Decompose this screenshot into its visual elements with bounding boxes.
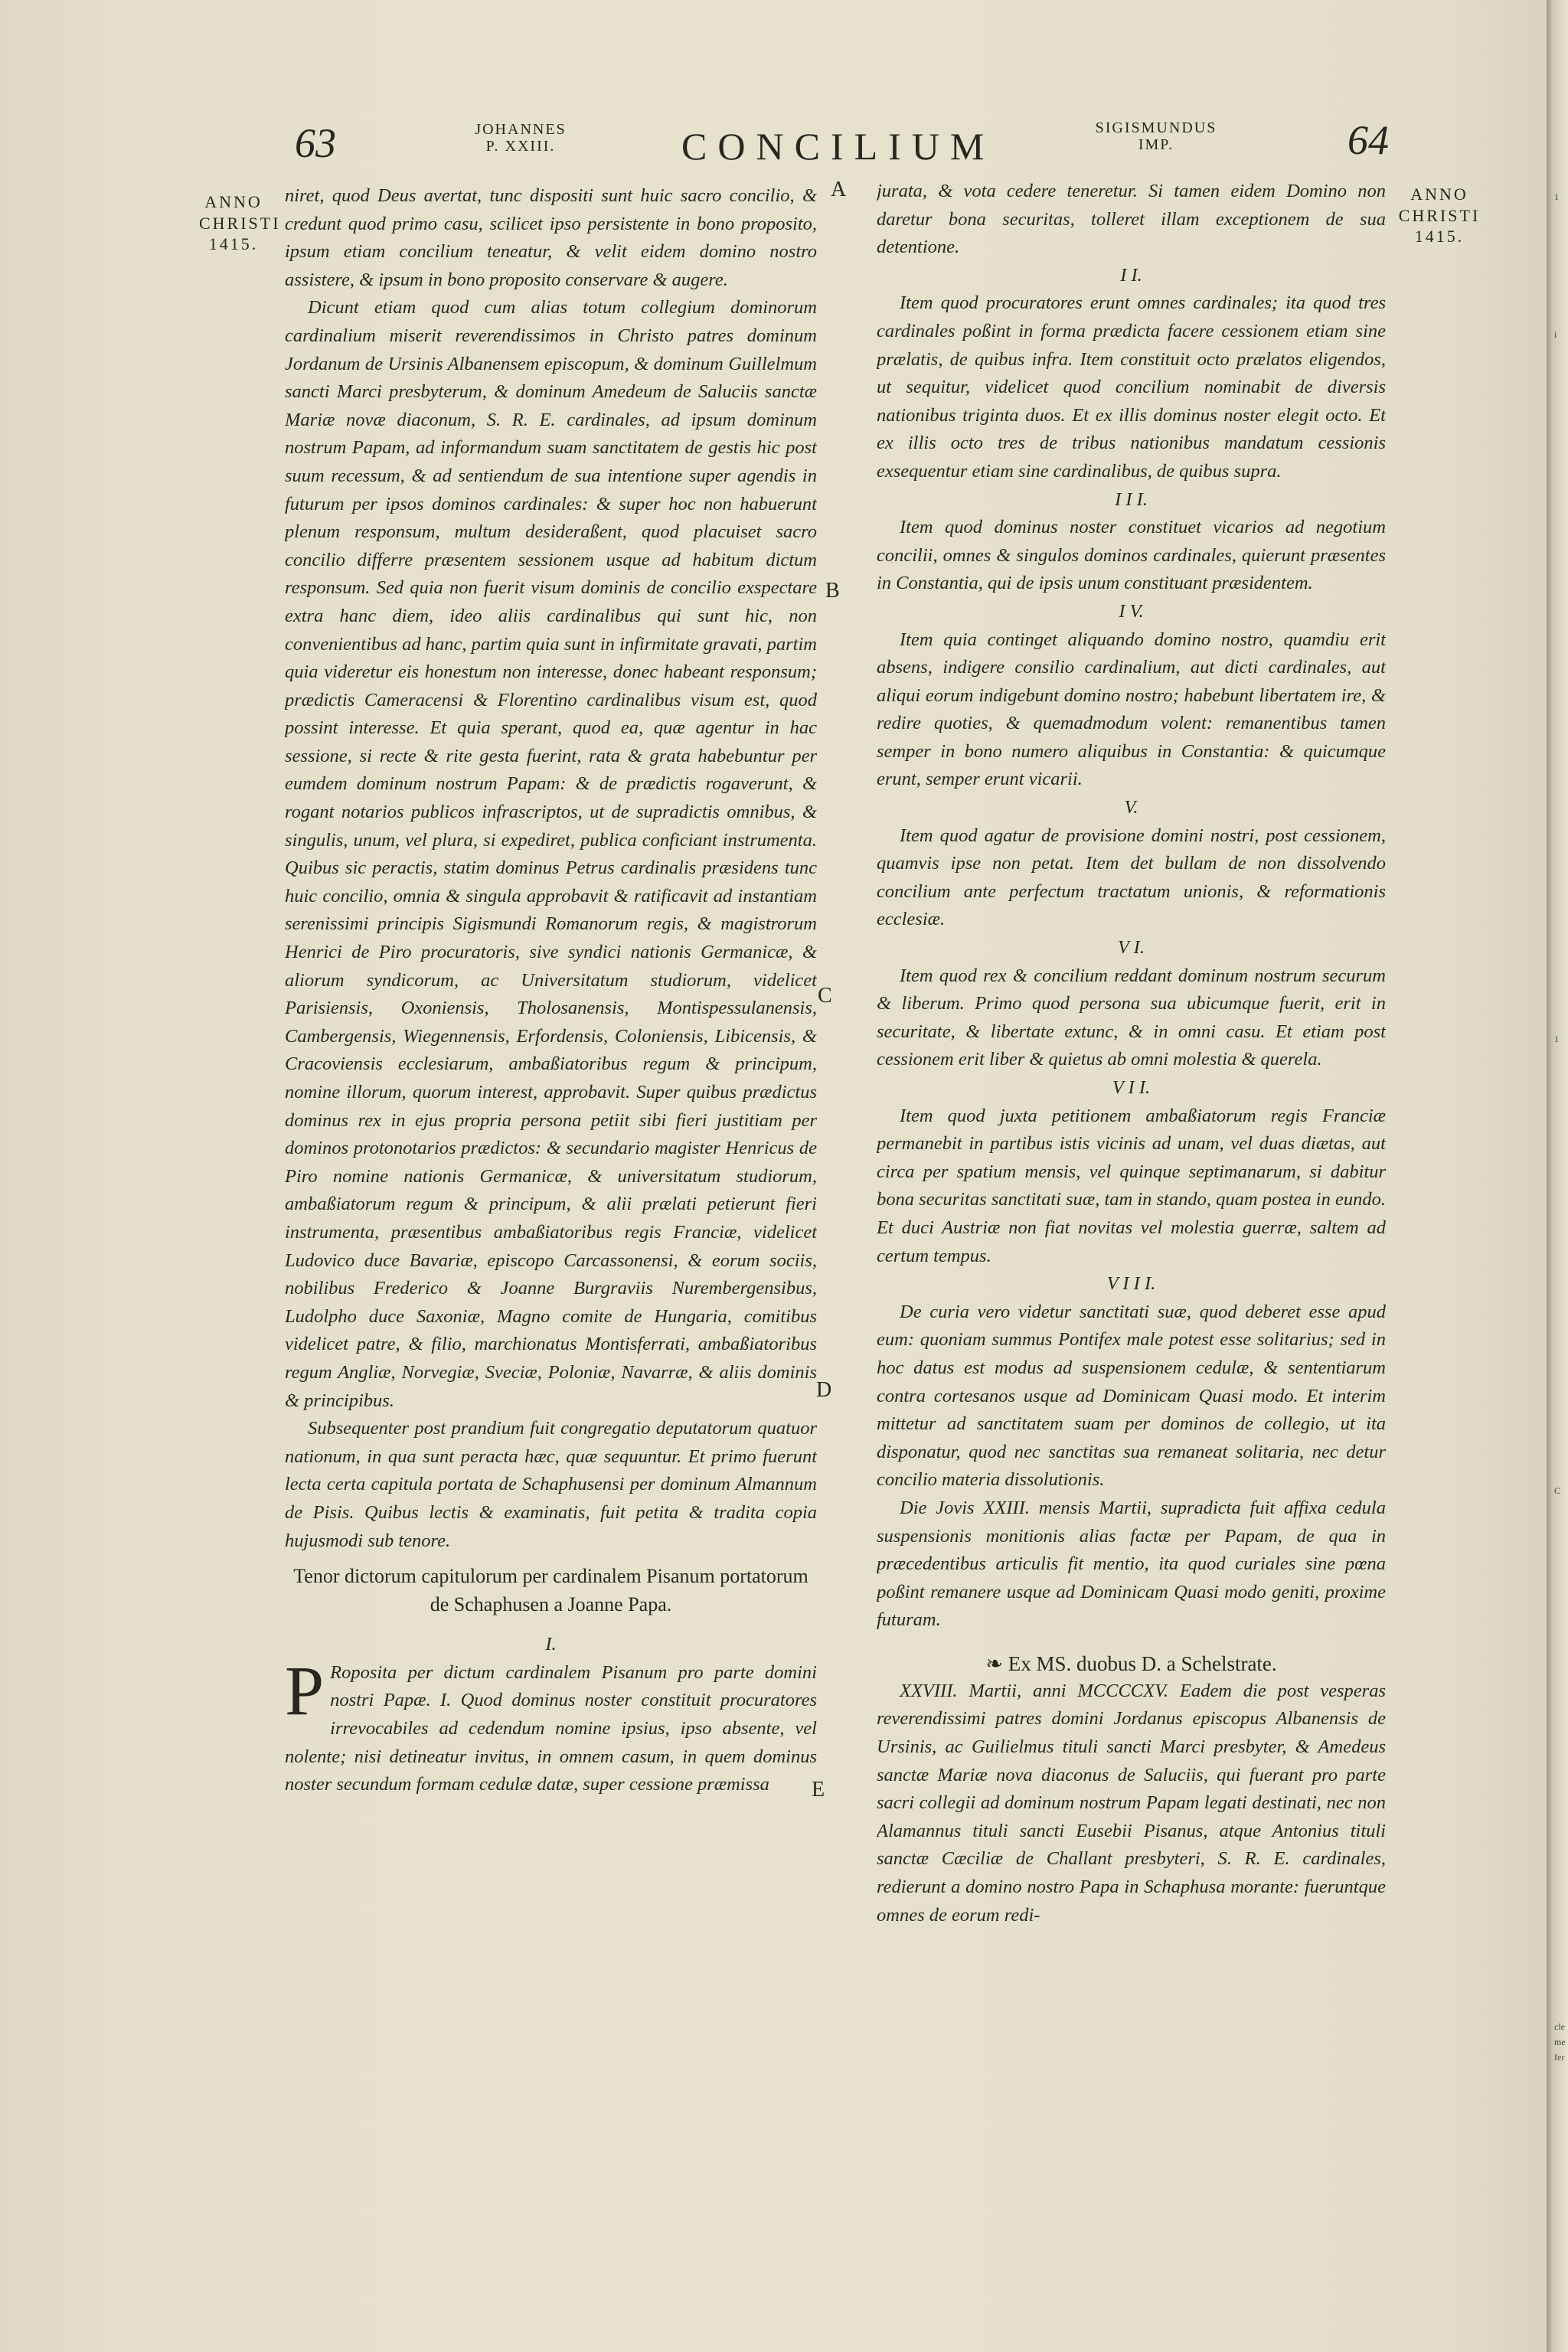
left-paragraph-4-text: Roposita per dictum cardinalem Pisanum pro parte domini nostri Papæ. I. Quod dominus noster constituit procuratores irrevocabiles ad cedendum nomine ipsius, ipso absente, vel nolente; nisi detineatur invitus, in omnem casum, in quem dominus noster secundum formam cedulæ datæ, super cessione præmissa — [285, 1661, 817, 1795]
left-paragraph-1: niret, quod Deus avertat, tunc dispositi sunt huic sacro concilio, & credunt quod primo casu, scilicet ipso persistente in bono proposito, ipsum etiam concilium teneatur, & velit eidem domino nostro assistere, & ipsum in bono proposito conservare & augere. — [285, 185, 817, 290]
right-paragraph-2: Item quod procuratores erunt omnes cardinales; ita quod tres cardinales poßint in forma prædicta facere cessionem etiam sine prælatis, de quibus infra. Item constituit octo prælatos eligendos, ut sequitur, videlicet quod concilium nominabit de diversis nationibus triginta duos. Et ex illis dominus noster elegit octo. Et ex illis octo tres de tribus nationibus mandatum cessionis exsequentur etiam sine cardinalibus, de quibus supra. — [877, 292, 1386, 482]
drop-cap-p: P — [285, 1651, 325, 1730]
right-paragraph-3: Item quod dominus noster constituet vicarios ad negotium concilii, omnes & singulos dominos cardinales, quierunt præsentes in Constantia, qui de ipsis unum constituant præsidentem. — [877, 517, 1386, 594]
page-title: CONCILIUM — [681, 125, 995, 168]
manuscript-heading-text: Ex MS. duobus D. a Schelstrate. — [1008, 1651, 1277, 1675]
right-paragraph-5: Item quod agatur de provisione domini nostri, post cessionem, quamvis ipse non petat. Item det bullam de non dissolvendo concilium ante perfectum tractatum unionis, & reformationis ecclesiæ. — [877, 825, 1386, 930]
left-paragraph-3: Subsequenter post prandium fuit congregatio deputatorum quatuor nationum, in qua sunt peracta hæc, quæ sequuntur. Et primo fuerunt lecta certa capitula portata de Schaphusensi per dominum Almannum de Pisis. Quibus lectis & examinatis, fuit petita & tradita copia hujusmodi sub tenore. — [285, 1418, 817, 1551]
left-running-head: JOHANNES P. XXIII. — [475, 121, 567, 155]
right-text-column — [877, 178, 1386, 2199]
edge-fragment: i — [1554, 329, 1557, 340]
edge-fragment: 1 — [1554, 191, 1559, 202]
chapter-number-v: V. — [1124, 797, 1138, 818]
edge-fragment: 1 — [1554, 1034, 1559, 1044]
right-running-head: SIGISMUNDUS IMP. — [1095, 119, 1217, 153]
right-page-number: 64 — [1348, 117, 1389, 163]
right-paragraph-10: XXVIII. Martii, anni MCCCCXV. Eadem die post vesperas reverendissimi patres domini Jordanus episcopus Albanensis de Ursinis, ac Guilielmus tituli sancti Marci presbyter, & Amedeus sanctæ Mariæ nova diaconus de Saluciis, qui fuerant pro parte sacri collegii ad dominum nostrum Papam legati destinati, nec non Alamannus tituli sancti Eusebii Pisanus, atque Antonius tituli sanctæ Cæciliæ de Challant presbyteri, S. R. E. cardinales, redierunt a domino nostro Papa in Schaphusa morante: fueruntque omnes de eorum redi- — [877, 1680, 1386, 1926]
right-paragraph-6: Item quod rex & concilium reddant dominum nostrum securum & liberum. Primo quod persona sua ubicumque fuerit, erit in securitate, & libertate extunc, & in omni casu. Et etiam post cessionem erit liber & quietus ab omni molestia & querela. — [877, 965, 1386, 1070]
margin-letter-a: A — [831, 178, 847, 201]
chapter-number-iii: I I I. — [1115, 488, 1148, 510]
manuscript-heading — [877, 1650, 1386, 1677]
tenor-heading: Tenor dictorum capitulorum per cardinalem Pisanum portatorum de Schaphusen a Joanne Papa. — [293, 1565, 808, 1615]
left-margin-note: ANNO CHRISTI 1415. — [199, 192, 281, 253]
margin-letter-b: B — [825, 579, 840, 603]
edge-fragment: C — [1554, 1485, 1561, 1496]
margin-letter-d: D — [816, 1378, 832, 1402]
chapter-number-ii: I I. — [1120, 264, 1142, 286]
chapter-number-vii: V I I. — [1112, 1077, 1151, 1098]
left-paragraph-4 — [285, 1651, 817, 1799]
chapter-number-viii: V I I I. — [1106, 1273, 1156, 1295]
right-paragraph-4: Item quia continget aliquando domino nostro, quamdiu erit absens, indigere consilio cardinalium, aut dicti cardinales, aut aliqui eorum indigebunt domino nostro; habebunt libertatem ire, & redire quoties, & quemadmodum volent: remanentibus tamen semper in bono numero aliquibus in Constantia: & quicumque erunt, semper erunt vicarii. — [877, 629, 1386, 790]
right-margin-note: ANNO CHRISTI 1415. — [1398, 185, 1481, 246]
edge-fragment: fer — [1554, 2052, 1565, 2063]
margin-letter-e: E — [812, 1778, 825, 1802]
chapter-number-vi: V I. — [1118, 937, 1145, 959]
next-page-edge — [1547, 0, 1568, 2352]
left-paragraph-2: Dicunt etiam quod cum alias totum collegium dominorum cardinalium miserit reverendissimos in Christo patres dominum Jordanum de Ursinis Albanensem episcopum, & dominum Guillelmum sancti Marci presbyterum, & dominum Amedeum de Saluciis sanctæ Mariæ novæ diaconum, S. R. E. cardinales, ad ipsum dominum nostrum Papam, ad informandum suam sanctitatem de gestis hic post suum recessum, & ad sentiendum de sua intentione super agendis in futurum per ipsos dominos cardinales: & super hoc non habuerunt plenum responsum, multum desideraßent, quod placuiset sacro concilio differre præsentem sessionem usque ad habitum dictum responsum. Sed quia non fuerit visum dominis de concilio exspectare extra hanc diem, ideo aliis cardinalibus qui sunt hic, non convenientibus ad hanc, partim quia sunt in infirmitate gravati, partim quia videretur eis honestum non interesse, donec habeant responsum; prædictis Cameracensi & Florentino cardinalibus visum est, quod possint interesse. Et quia sperant, quod ea, quæ agentur in hac sessione, si recte & rite gesta fuerint, rata & grata habebuntur per eumdem dominum nostrum Papam: & de prædictis rogaverunt, & rogant notarios publicos infrascriptos, ut de supradictis omnibus, & singulis, unum, vel plura, si expediret, publica conficiant instrumenta. Quibus sic peractis, statim dominus Petrus cardinalis præsidens tunc huic concilio, omnia & singula approbavit & ratificavit ad instantiam serenissimi principis Sigismundi Romanorum regis, & magistrorum Henrici de Piro procuratoris, sive syndici nationis Germanicæ, & aliorum syndicorum, ac Universitatum studiorum, videlicet Parisiensis, Oxoniensis, Tholosanensis, Montispessulanensis, Cambergensis, Wiegennensis, Erfordensis, Coloniensis, Libicensis, & Cracoviensis ecclesiarum, ambaßiatoribus regum & principum, nomine illorum, quorum interest, approbavit. Super quibus prædictus dominus rex in ejus propria persona petiit sibi fieri justitiam per dominos protonotarios prædictos: & secundario magister Henricus de Piro nomine nationis Germanicæ, & universitatum studiorum, ambaßiatorum regum & principum, & alii prælati petierunt fieri instrumenta, præsentibus ambaßiatoribus regis Franciæ, videlicet Ludovico duce Bavariæ, episcopo Carcassonensi, & eorum sociis, nobilibus Frederico & Joanne Burgraviis Nurembergensibus, Ludolpho duce Saxoniæ, Magno comite de Hungaria, comitibus videlicet patre, & filio, marchionatus Montisferrati, ambaßiatoribus regum Angliæ, Norvegiæ, Sveciæ, Poloniæ, Navarræ, & aliis dominis & principibus. — [285, 297, 817, 1411]
right-paragraph-8: De curia vero videtur sanctitati suæ, quod deberet esse apud eum: quoniam summus Pontifex male potest esse solitarius; sed in hoc datus est modus ad suspensionem cedulæ, & sententiarum contra cortesanos usque ad Dominicam Quasi modo. Et interim mittetur ad sanctitatem suam per dominos de collegio, ut ita disponatur, quod nec sanctitas sua remaneat solitaria, nec detur concilio materia dissolutionis. — [877, 1301, 1386, 1491]
chapter-number-iv: I V. — [1119, 600, 1144, 622]
left-page-number: 63 — [295, 120, 336, 166]
right-paragraph-7: Item quod juxta petitionem ambaßiatorum regis Franciæ permanebit in partibus istis vicinis ad unam, vel duas diætas, aut circa per spatium mensis, vel quinque septimanarum, si dabitur bona securitas sanctitati suæ, tam in stando, quam postea in eundo. Et duci Austriæ non fiat novitas vel molestia guerræ, saltem ad certum tempus. — [877, 1105, 1386, 1266]
edge-fragment: cle — [1554, 2021, 1565, 2032]
right-paragraph-1: jurata, & vota cedere teneretur. Si tamen eidem Domino non daretur bona securitas, tolleret illam exceptionem de sua detentione. — [877, 181, 1386, 258]
right-paragraph-9: Die Jovis XXIII. mensis Martii, supradicta fuit affixa cedula suspensionis monitionis alias factæ per Papam, de qua in præcedentibus articulis fit mentio, ita quod curiales sine pœna poßint remanere usque ad Dominicam Quasi modo geniti, proxime futuram. — [877, 1497, 1386, 1631]
fleuron-icon: ❧ — [985, 1651, 1008, 1675]
margin-letter-c: C — [818, 984, 832, 1008]
edge-fragment: me — [1554, 2037, 1566, 2047]
left-text-column — [285, 182, 817, 2158]
chapter-number-i: I. — [545, 1634, 557, 1655]
